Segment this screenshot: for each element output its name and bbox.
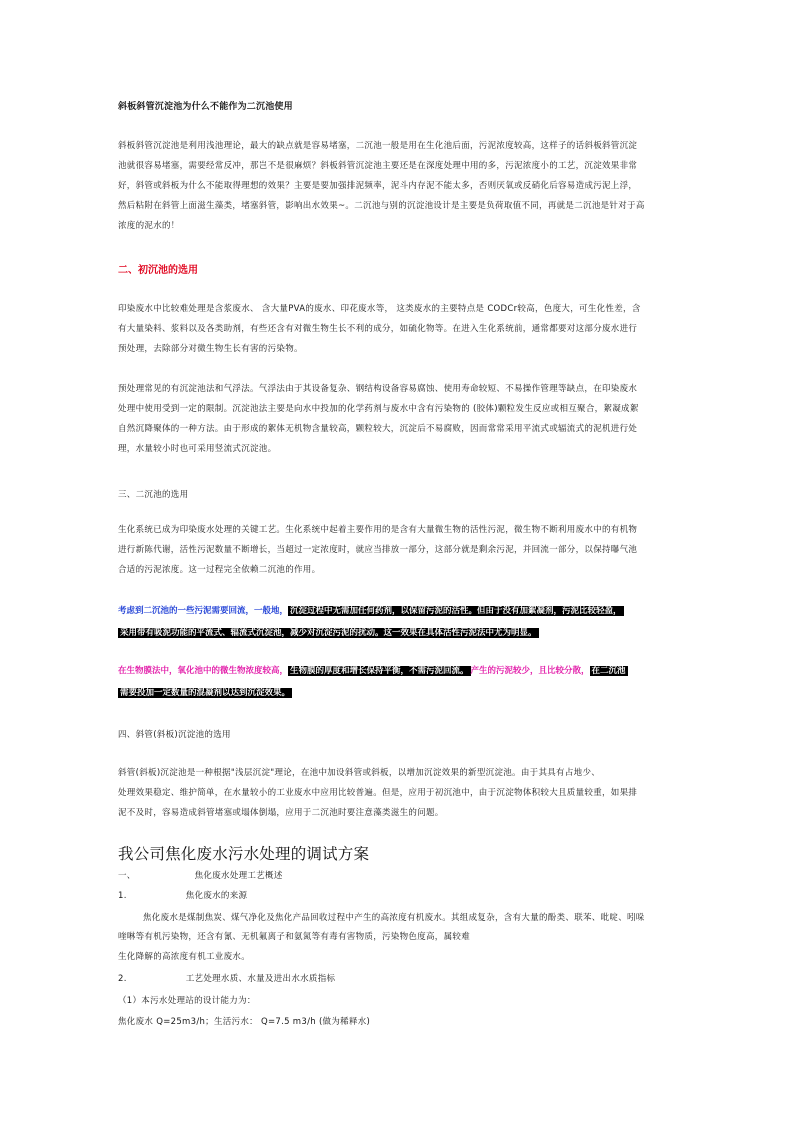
text-line: 好，斜管或斜板为什么不能取得理想的效果？主要是要加强排泥频率，泥斗内存泥不能太多，否则厌氧或反硝化后容易造成污泥上浮， [118, 181, 638, 191]
outline-heading-3 [118, 972, 335, 984]
source-text-line: 喹啉等有机污染物，还含有氰、无机氟离子和氨氮等有毒有害物质，污染物色度高，属较难 [118, 932, 471, 942]
text-line: 有大量染料、浆料以及各类助剂，有些还含有对微生物生长不利的成分，如硫化物等。在进入生化系统前，通常都要对这部分废水进行 [118, 324, 638, 334]
source-text-line: 焦化废水是煤制焦炭、煤气净化及焦化产品回收过程中产生的高浓度有机废水。其组成复杂，含有大量的酚类、联苯、吡啶、吲哚 [143, 913, 645, 923]
highlight-magenta-text: 在生物膜法中，氧化池中的微生物浓度较高， [118, 666, 289, 676]
plan-title: 我公司焦化废水污水处理的调试方案 [118, 845, 370, 863]
highlight-black-text: 生物膜的厚度和增长保持平衡，不需污泥回流。 [290, 666, 469, 676]
text-line: 处理中使用受到一定的限制。沉淀池法主要是向水中投加的化学药剂与废水中含有污染物的 (胶体)颗粒发生反应或相互聚合，絮凝成絮 [118, 404, 639, 414]
paragraph-inclined-tube [118, 763, 688, 823]
highlight-blue-text: 考虑到二沉池的一些污泥需要回流，一般地， [118, 606, 289, 616]
highlight-line [118, 604, 624, 619]
paragraph-biological-system [118, 520, 688, 580]
article-title: 斜板斜管沉淀池为什么不能作为二沉池使用 [118, 102, 293, 112]
outline-number: 一、 [118, 871, 136, 881]
outline-number: 1. [118, 891, 127, 901]
text-line: 预处理，去除部分对微生物生长有害的污染物。 [118, 344, 303, 354]
highlight-black-text: 沉淀过程中无需加任何药剂，以保留污泥的活性。但由于没有加絮凝剂，污泥比较轻盈， [290, 606, 622, 616]
outline-heading-2 [118, 889, 247, 901]
text-line: 进行新陈代谢，活性污泥数量不断增长，当超过一定浓度时，就应当排放一部分，这部分就是剩余污泥，并回流一部分，以保持曝气池 [118, 545, 638, 555]
capacity-values: 焦化废水 Q=25m3/h；生活污水： Q=7.5 m3/h (做为稀释水) [118, 1017, 371, 1027]
paragraph-pretreatment [118, 379, 688, 459]
text-line: 浓度的泥水的！ [118, 221, 180, 231]
capacity-caption: （1）本污水处理站的设计能力为： [118, 996, 256, 1006]
outline-heading-1 [118, 869, 283, 881]
outline-text: 焦化废水的来源 [185, 891, 248, 901]
outline-text: 工艺处理水质、水量及进出水水质指标 [185, 974, 336, 984]
highlight-line [118, 664, 628, 679]
highlight-black-text: 需要投加一定数量的混凝剂以达到沉淀效果。 [120, 688, 291, 698]
text-line: 然后粘附在斜管上面滋生藻类，堵塞斜管，影响出水效果~。二沉池与别的沉淀池设计是主要是负荷取值不同，再就是二沉池是针对于高 [118, 201, 645, 211]
text-line: 预处理常见的有沉淀池法和气浮法。气浮法由于其设备复杂、钢结构设备容易腐蚀、使用寿命较短、不易操作管理等缺点，在印染废水 [118, 384, 638, 394]
text-line: 斜板斜管沉淀池是利用浅池理论，最大的缺点就是容易堵塞，二沉池一般是用在生化池后面，污泥浓度较高，这样子的话斜板斜管沉淀 [118, 141, 638, 151]
section-heading-inclined-tube: 四、斜管(斜板)沉淀池的选用 [118, 730, 231, 740]
paragraph-intro [118, 136, 688, 236]
section-heading-primary-clarifier: 二、初沉池的选用 [118, 265, 198, 276]
text-line: 自然沉降聚体的一种方法。由于形成的絮体无机物含量较高，颗粒较大，沉淀后不易腐败，因而常常采用平流式或辐流式的泥机进行处 [118, 424, 638, 434]
text-line: 生化系统已成为印染废水处理的关键工艺。生化系统中起着主要作用的是含有大量微生物的活性污泥，微生物不断利用废水中的有机物 [118, 525, 638, 535]
paragraph-printing-wastewater [118, 299, 688, 359]
highlight-line [118, 686, 292, 701]
outline-text: 焦化废水处理工艺概述 [194, 871, 283, 881]
highlight-black-text: 采用带有吸泥功能的平流式、辐流式沉淀池，减少对沉淀污泥的扰动。这一效果在具体活性污泥法中尤为明显。 [120, 628, 537, 638]
section-heading-secondary-clarifier: 三、二沉池的选用 [118, 490, 189, 500]
text-line: 理，水量较小时也可采用竖流式沉淀池。 [118, 444, 277, 454]
highlight-line [118, 626, 539, 641]
text-line: 处理效果稳定、维护简单，在水量较小的工业废水中应用比较普遍。但是，应用于初沉池中，由于沉淀物体积较大且质量较重，如果排 [118, 788, 638, 798]
highlight-black-text: 在二沉池 [591, 666, 626, 676]
text-line: 斜管(斜板)沉淀池是一种根据"浅层沉淀"理论，在池中加设斜管或斜板，以增加沉淀效果的新型沉淀池。由于其具有占地少、 [118, 768, 601, 778]
text-line: 印染废水中比较难处理是含浆废水、 含大量PVA的废水、印花废水等， 这类废水的主要特点是 CODCr较高，色度大，可生化性差，含 [118, 304, 641, 314]
text-line: 合适的污泥浓度。这一过程完全依赖二沉池的作用。 [118, 565, 321, 575]
source-text-line: 生化降解的高浓度有机工业废水。 [118, 952, 251, 962]
text-line: 泥不及时，容易造成斜管堵塞或塌体倒塌，应用于二沉池时要注意藻类滋生的问题。 [118, 808, 444, 818]
outline-number: 2. [118, 974, 127, 984]
text-line: 池就很容易堵塞，需要经常反冲，那岂不是很麻烦？斜板斜管沉淀池主要还是在深度处理中用的多，污泥浓度小的工艺，沉淀效果非常 [118, 161, 638, 171]
highlight-magenta-text: 产生的污泥较少，且比较分散， [470, 666, 590, 676]
